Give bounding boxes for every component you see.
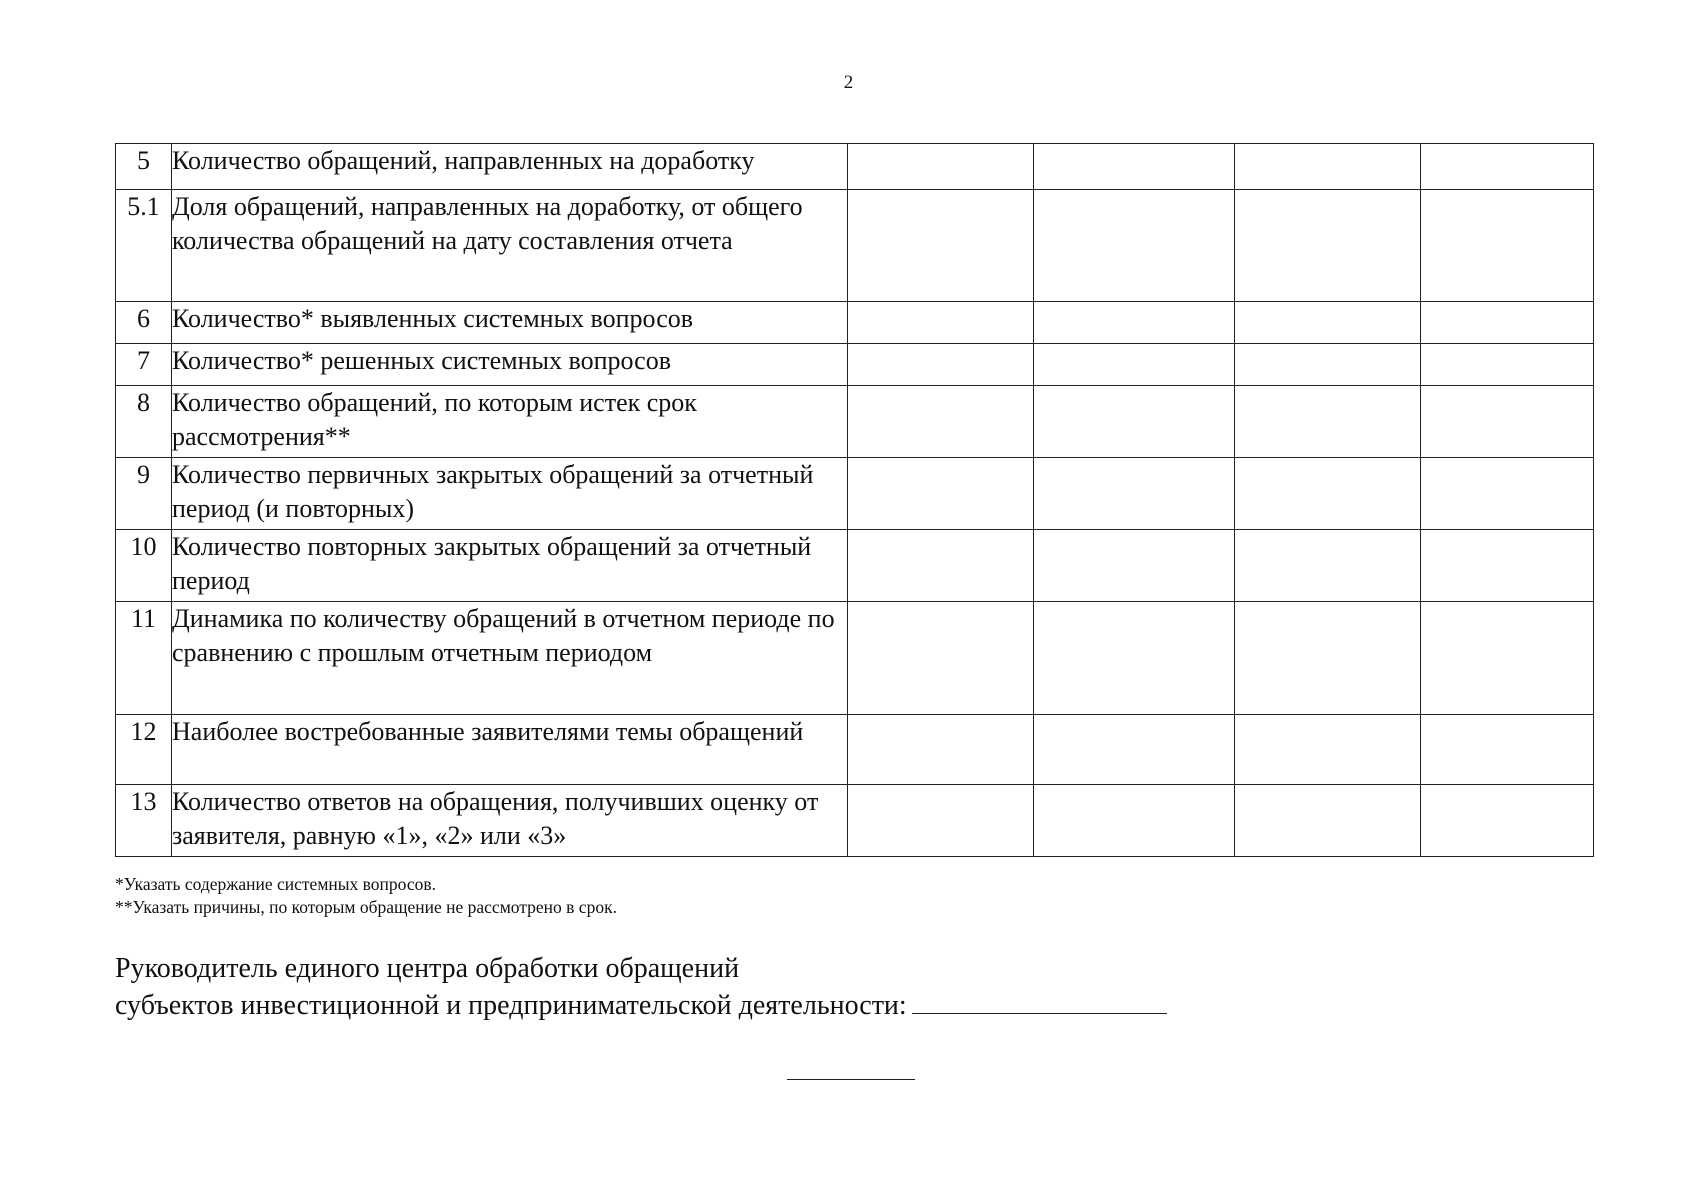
row-number: 8 — [116, 386, 172, 458]
end-rule — [787, 1079, 915, 1080]
row-description: Количество первичных закрытых обращений за отчетный период (и повторных) — [172, 458, 848, 530]
row-description: Количество* выявленных системных вопросов — [172, 302, 848, 344]
row-number: 7 — [116, 344, 172, 386]
signature-block — [115, 951, 1167, 1023]
footnote: **Указать причины, по которым обращение не рассмотрено в срок. — [115, 897, 617, 917]
page-number: 2 — [843, 72, 854, 93]
value-cell — [1421, 144, 1594, 190]
value-cell — [1235, 458, 1421, 530]
table-row — [116, 785, 1594, 857]
signature-label: субъектов инвестиционной и предпринимательской деятельности: — [115, 990, 907, 1021]
table-row — [116, 302, 1594, 344]
row-description: Количество обращений, направленных на доработку — [172, 144, 848, 190]
row-number: 6 — [116, 302, 172, 344]
row-description: Доля обращений, направленных на доработку, от общего количества обращений на дату составления отчета — [172, 190, 848, 302]
table-row — [116, 602, 1594, 715]
value-cell — [1235, 190, 1421, 302]
row-number: 13 — [116, 785, 172, 857]
report-table — [115, 143, 1594, 857]
footnotes — [115, 873, 617, 919]
value-cell — [1421, 715, 1594, 785]
value-cell — [1421, 602, 1594, 715]
value-cell — [1235, 144, 1421, 190]
value-cell — [1421, 190, 1594, 302]
value-cell — [1421, 386, 1594, 458]
value-cell — [848, 302, 1034, 344]
value-cell — [1235, 386, 1421, 458]
footnote: *Указать содержание системных вопросов. — [115, 874, 436, 894]
row-number: 5.1 — [116, 190, 172, 302]
value-cell — [1034, 715, 1235, 785]
table-row — [116, 530, 1594, 602]
value-cell — [1034, 386, 1235, 458]
row-number: 5 — [116, 144, 172, 190]
value-cell — [1034, 458, 1235, 530]
value-cell — [1034, 785, 1235, 857]
signature-line-1: Руководитель единого центра обработки обращений — [115, 953, 740, 984]
value-cell — [848, 458, 1034, 530]
value-cell — [848, 602, 1034, 715]
table-row — [116, 458, 1594, 530]
value-cell — [1421, 785, 1594, 857]
table-row — [116, 190, 1594, 302]
value-cell — [1034, 344, 1235, 386]
value-cell — [1034, 530, 1235, 602]
value-cell — [1235, 344, 1421, 386]
table-row — [116, 144, 1594, 190]
value-cell — [1034, 602, 1235, 715]
value-cell — [848, 190, 1034, 302]
value-cell — [848, 530, 1034, 602]
table-row — [116, 386, 1594, 458]
value-cell — [848, 386, 1034, 458]
value-cell — [1034, 144, 1235, 190]
value-cell — [1421, 302, 1594, 344]
value-cell — [848, 785, 1034, 857]
row-description: Количество ответов на обращения, получивших оценку от заявителя, равную «1», «2» или «3» — [172, 785, 848, 857]
row-description: Динамика по количеству обращений в отчетном периоде по сравнению с прошлым отчетным периодом — [172, 602, 848, 715]
value-cell — [1034, 190, 1235, 302]
signature-blank — [912, 986, 1167, 1014]
row-number: 11 — [116, 602, 172, 715]
value-cell — [1235, 602, 1421, 715]
table-row — [116, 715, 1594, 785]
value-cell — [848, 144, 1034, 190]
row-description: Наиболее востребованные заявителями темы обращений — [172, 715, 848, 785]
row-description: Количество обращений, по которым истек срок рассмотрения** — [172, 386, 848, 458]
row-description: Количество* решенных системных вопросов — [172, 344, 848, 386]
value-cell — [1421, 458, 1594, 530]
table-row — [116, 344, 1594, 386]
value-cell — [848, 715, 1034, 785]
value-cell — [1235, 302, 1421, 344]
value-cell — [1421, 530, 1594, 602]
value-cell — [848, 344, 1034, 386]
row-number: 12 — [116, 715, 172, 785]
row-number: 10 — [116, 530, 172, 602]
row-number: 9 — [116, 458, 172, 530]
value-cell — [1235, 785, 1421, 857]
value-cell — [1235, 530, 1421, 602]
signature-line-2 — [115, 986, 1167, 1023]
value-cell — [1421, 344, 1594, 386]
value-cell — [1034, 302, 1235, 344]
value-cell — [1235, 715, 1421, 785]
row-description: Количество повторных закрытых обращений за отчетный период — [172, 530, 848, 602]
